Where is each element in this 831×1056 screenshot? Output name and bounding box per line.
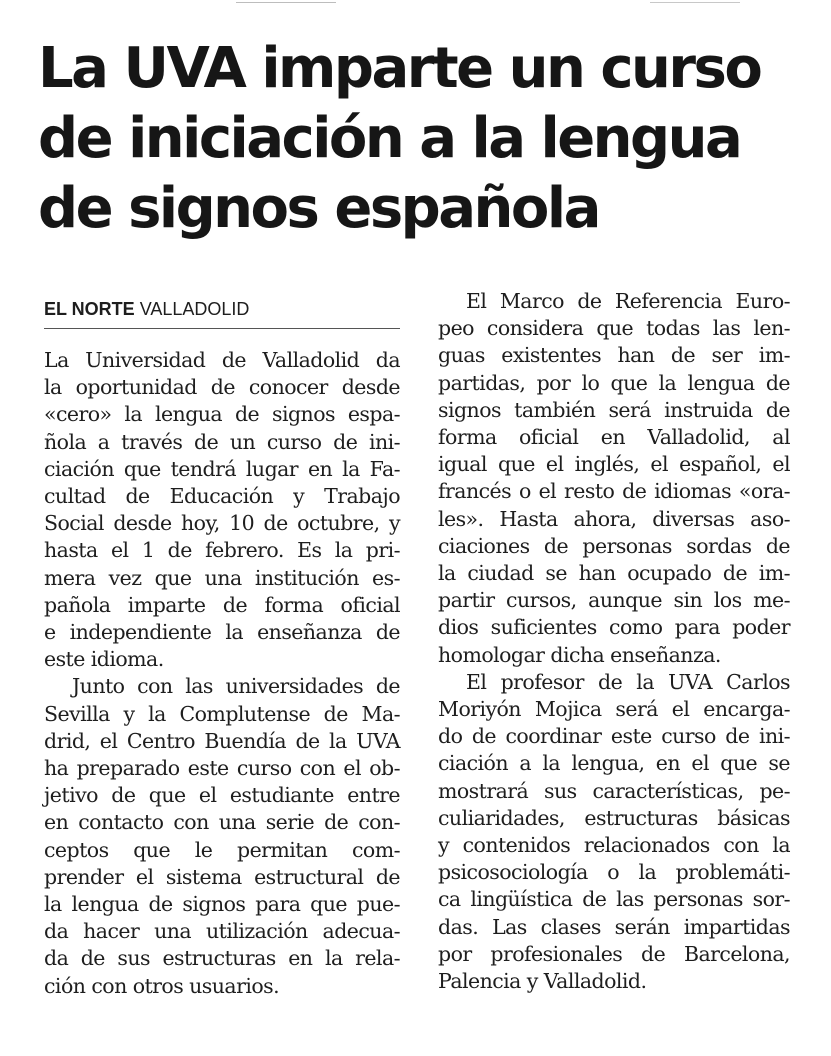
- text-line: y contenidos relacionados con la: [438, 833, 790, 858]
- text-line: homologar dicha enseñanza.: [438, 642, 721, 667]
- text-line: la oportunidad de conocer desde: [44, 375, 400, 400]
- text-line: forma oficial en Valladolid, al: [438, 425, 790, 450]
- text-line: drid, el Centro Buendía de la UVA: [44, 728, 400, 753]
- text-line: Moriyón Mojica será el encarga-: [438, 697, 790, 722]
- text-line: El profesor de la UVA Carlos: [466, 669, 790, 694]
- text-line: ñola a través de un curso de ini-: [44, 429, 400, 454]
- text-line: pañola imparte de forma oficial: [44, 592, 400, 617]
- headline-line: de signos española: [38, 176, 599, 241]
- text-line: en contacto con una serie de con-: [44, 810, 400, 835]
- left-column: [44, 296, 400, 1000]
- text-line: ción con otros usuarios.: [44, 973, 280, 998]
- text-line: guas existentes han de ser im-: [438, 343, 790, 368]
- text-line: partidas, por lo que la lengua de: [438, 370, 790, 395]
- text-line: Palencia y Valladolid.: [438, 969, 647, 994]
- text-line: este idioma.: [44, 647, 164, 672]
- text-line: culiaridades, estructuras básicas: [438, 805, 790, 830]
- byline-paper: EL NORTE: [44, 299, 135, 319]
- text-line: jetivo de que el estudiante entre: [44, 783, 400, 808]
- text-line: psicosociología o la problemáti-: [438, 860, 790, 885]
- text-line: mera vez que una institución es-: [44, 565, 400, 590]
- text-line: ceptos que le permitan com-: [44, 837, 400, 862]
- text-line: Social desde hoy, 10 de octubre, y: [44, 511, 400, 536]
- left-paragraph-2: [44, 673, 400, 999]
- text-line: do de coordinar este curso de ini-: [438, 724, 790, 749]
- right-paragraph-1: [438, 288, 790, 669]
- text-line: prender el sistema estructural de: [44, 864, 400, 889]
- text-line: dios suficientes como para poder: [438, 615, 790, 640]
- text-line: la lengua de signos para que pue-: [44, 892, 400, 917]
- text-line: El Marco de Referencia Euro-: [466, 289, 790, 313]
- text-line: signos también será instruida de: [438, 397, 790, 422]
- text-line: mostrará sus características, pe-: [438, 778, 790, 803]
- text-line: ciación a la lengua, en el que se: [438, 751, 790, 776]
- text-line: por profesionales de Barcelona,: [438, 941, 790, 966]
- headline-line: La UVA imparte un curso: [38, 36, 761, 101]
- text-line: ca lingüística de las personas sor-: [438, 887, 790, 912]
- article-headline: [38, 34, 818, 244]
- headline-line: de iniciación a la lengua: [38, 106, 741, 171]
- byline: [44, 296, 400, 329]
- right-column: [438, 288, 790, 995]
- byline-location: VALLADOLID: [139, 299, 250, 319]
- text-line: das. Las clases serán impartidas: [438, 914, 790, 939]
- text-line: Junto con las universidades de: [72, 674, 400, 699]
- top-divider: [236, 2, 336, 3]
- text-line: partir cursos, aunque sin los me-: [438, 588, 790, 613]
- text-line: hasta el 1 de febrero. Es la pri-: [44, 538, 400, 563]
- text-line: La Universidad de Valladolid da: [44, 348, 400, 372]
- text-line: e independiente la enseñanza de: [44, 620, 400, 645]
- text-line: da hacer una utilización adecua-: [44, 919, 400, 944]
- text-line: la ciudad se han ocupado de im-: [438, 561, 790, 586]
- right-paragraph-2: [438, 669, 790, 995]
- text-line: les». Hasta ahora, diversas aso-: [438, 506, 790, 531]
- text-line: Sevilla y la Complutense de Ma-: [44, 701, 400, 726]
- text-line: da de sus estructuras en la rela-: [44, 946, 400, 971]
- text-line: ciación que tendrá lugar en la Fa-: [44, 456, 400, 481]
- left-paragraph-1: [44, 347, 400, 673]
- text-line: cultad de Educación y Trabajo: [44, 484, 400, 509]
- top-divider-right: [650, 2, 740, 3]
- text-line: francés o el resto de idiomas «ora-: [438, 479, 790, 504]
- text-line: «cero» la lengua de signos espa-: [44, 402, 400, 427]
- text-line: ha preparado este curso con el ob-: [44, 756, 400, 781]
- text-line: peo considera que todas las len-: [438, 316, 790, 341]
- text-line: ciaciones de personas sordas de: [438, 533, 790, 558]
- text-line: igual que el inglés, el español, el: [438, 452, 790, 477]
